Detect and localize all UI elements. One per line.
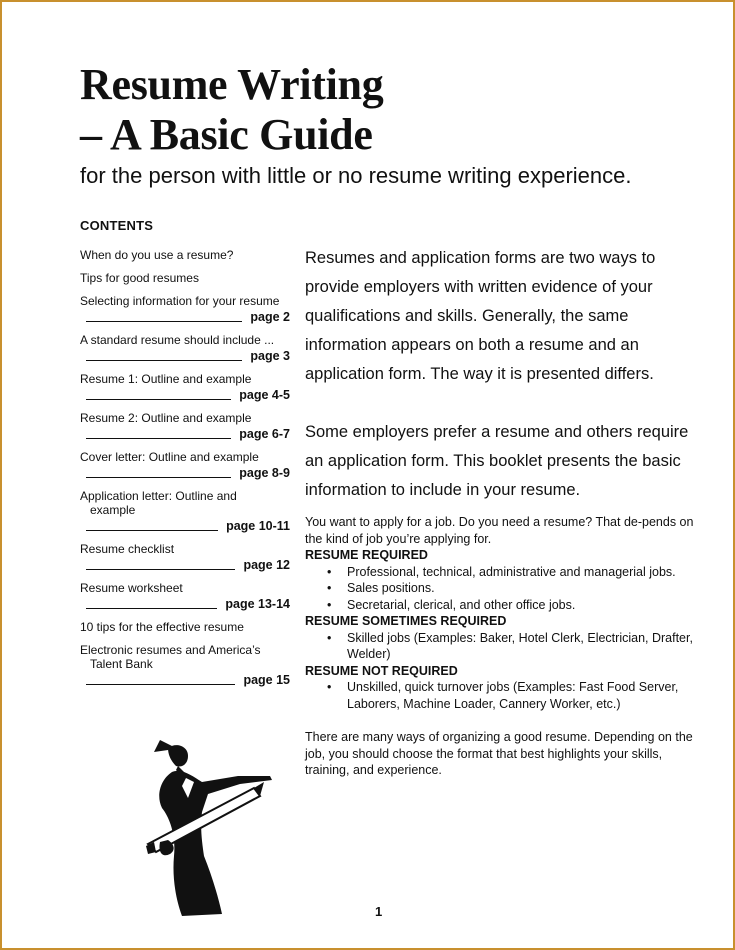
toc-leader-line xyxy=(86,428,231,439)
toc-entry xyxy=(80,489,290,533)
toc-page-line xyxy=(80,519,290,533)
toc-page-ref: page 3 xyxy=(250,349,290,363)
toc-leader-line xyxy=(86,674,235,685)
toc-leader-line xyxy=(86,598,217,609)
toc-entry-title: Application letter: Outline and xyxy=(80,489,237,503)
toc-leader-line xyxy=(86,467,231,478)
woman-with-pen-illustration xyxy=(142,738,292,918)
toc-entry-title: Cover letter: Outline and example xyxy=(80,450,259,464)
toc-page-ref: page 8-9 xyxy=(239,466,290,480)
contents-heading: CONTENTS xyxy=(80,218,154,233)
section-heading-sometimes: RESUME SOMETIMES REQUIRED xyxy=(305,614,507,628)
toc-leader-line xyxy=(86,520,218,531)
closing-paragraph: There are many ways of organizing a good resume. Depending on the job, you should choose the format that best highlights your skills, training, and experience. xyxy=(305,730,693,777)
toc-entry xyxy=(80,333,290,363)
list-item: • Secretarial, clerical, and other office jobs. xyxy=(305,597,695,614)
section-heading-not-required: RESUME NOT REQUIRED xyxy=(305,663,458,678)
toc-entry xyxy=(80,411,290,441)
toc-leader-line xyxy=(86,311,242,322)
toc-page-line xyxy=(80,673,290,687)
toc-page-line xyxy=(80,466,290,480)
toc-page-ref: page 15 xyxy=(243,673,290,687)
list-item: • Unskilled, quick turnover jobs (Examples: Fast Food Server, Laborers, Machine Loader, Cannery Worker, etc.) xyxy=(305,679,695,712)
page-number: 1 xyxy=(375,904,383,919)
lead-paragraph: You want to apply for a job. Do you need a resume? That de-pends on the kind of job you’re applying for. xyxy=(305,515,694,546)
subtitle: for the person with little or no resume writing experience. xyxy=(80,163,632,188)
toc-entry-title: Resume worksheet xyxy=(80,581,183,595)
toc-entry-title: Resume 2: Outline and example xyxy=(80,411,252,425)
toc-page-line xyxy=(80,349,290,363)
toc-entry-title: 10 tips for the effective resume xyxy=(80,620,244,634)
toc-leader-line xyxy=(86,559,235,570)
toc-entry-title: Electronic resumes and America’s xyxy=(80,643,261,657)
toc-entry-title: Resume checklist xyxy=(80,542,175,556)
toc-entry xyxy=(80,643,290,687)
toc-page-ref: page 13-14 xyxy=(225,597,290,611)
toc-page-line xyxy=(80,388,290,402)
sometimes-list xyxy=(305,630,695,663)
not-required-list xyxy=(305,679,695,712)
toc-entry-title-cont: example xyxy=(90,503,136,517)
toc-page-ref: page 12 xyxy=(243,558,290,572)
list-item: • Sales positions. xyxy=(305,580,695,597)
toc-entry xyxy=(80,620,290,634)
toc-entry xyxy=(80,581,290,611)
toc-entry-title: A standard resume should include ... xyxy=(80,333,275,347)
toc-page-ref: page 6-7 xyxy=(239,427,290,441)
list-item: • Skilled jobs (Examples: Baker, Hotel Clerk, Electrician, Drafter, Welder) xyxy=(305,630,695,663)
required-list xyxy=(305,564,695,614)
table-of-contents xyxy=(80,248,290,696)
toc-entry-title: Selecting information for your resume xyxy=(80,294,280,308)
toc-entry-title: Tips for good resumes xyxy=(80,271,199,285)
body-text xyxy=(305,514,695,779)
toc-page-ref: page 10-11 xyxy=(226,519,290,533)
section-heading-required: RESUME REQUIRED xyxy=(305,548,428,562)
toc-entry xyxy=(80,450,290,480)
toc-page-line xyxy=(80,310,290,324)
toc-entry-title: Resume 1: Outline and example xyxy=(80,372,252,386)
toc-entry xyxy=(80,542,290,572)
intro-text xyxy=(305,244,695,505)
toc-page-ref: page 4-5 xyxy=(239,388,290,402)
toc-entry xyxy=(80,248,290,262)
toc-entry xyxy=(80,372,290,402)
toc-page-line xyxy=(80,427,290,441)
title-line-1: Resume Writing xyxy=(80,60,384,109)
list-item: • Professional, technical, administrative and managerial jobs. xyxy=(305,564,695,581)
intro-paragraph-1: Resumes and application forms are two ways to provide employers with written evidence of your qualifications and skills. Generally, the same information appears on both a resume and an application form. The way it is presented differs. xyxy=(305,249,656,383)
title-line-2: – A Basic Guide xyxy=(80,110,373,159)
toc-entry xyxy=(80,294,290,324)
toc-entry-title: When do you use a resume? xyxy=(80,248,234,262)
toc-leader-line xyxy=(86,350,242,361)
intro-paragraph-2: Some employers prefer a resume and others require an application form. This booklet presents the basic information to include in your resume. xyxy=(305,423,689,499)
page-title xyxy=(80,60,383,160)
toc-page-ref: page 2 xyxy=(250,310,290,324)
toc-entry xyxy=(80,271,290,285)
toc-page-line xyxy=(80,558,290,572)
toc-entry-title-cont: Talent Bank xyxy=(90,657,153,671)
toc-leader-line xyxy=(86,389,231,400)
toc-page-line xyxy=(80,597,290,611)
